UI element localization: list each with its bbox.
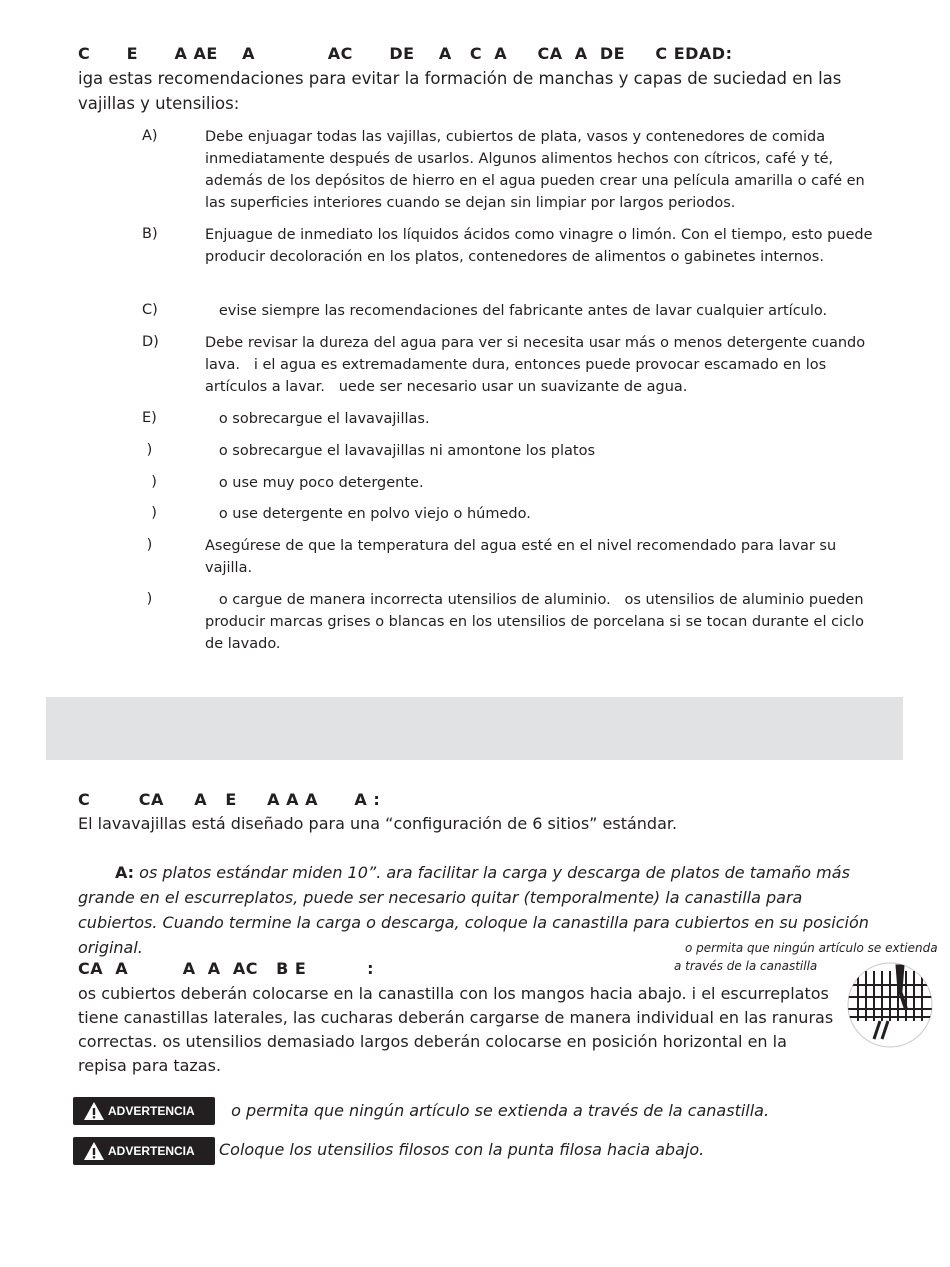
warning-text: o permita que ningún artículo se extienda a través de la canastilla.: [221, 1101, 770, 1120]
list-item: o sobrecargue el lavavajillas ni amontone los platos: [205, 443, 596, 459]
list-item-letter: ): [142, 442, 153, 458]
warning-badge-label: ADVERTENCIA: [108, 1104, 195, 1118]
list-item-letter: ): [142, 505, 157, 521]
list-item-letter: B): [142, 226, 158, 242]
list-item: o sobrecargue el lavavajillas.: [205, 411, 430, 427]
warning-triangle-icon: [83, 1141, 105, 1161]
list-item: Debe enjuagar todas las vajillas, cubiertos de plata, vasos y contenedores de comida inmediatamente después de usarlos. Algunos alimentos hechos con cítricos, café y té, además de los depósitos de hierro en el agua pueden crear una película amarilla o café en las superficies interiores cuando se dejan sin limpiar por largos periodos.: [205, 129, 870, 211]
basket-heading: CA A A A AC B E :: [78, 959, 374, 978]
list-item-letter: D): [142, 334, 159, 350]
load-text: El lavavajillas está diseñado para una “configuración de 6 sitios” estándar.: [78, 814, 678, 833]
care-heading: C E A AE A AC DE A C A CA A DE C EDAD:: [78, 44, 733, 63]
list-item-letter: ): [142, 537, 153, 553]
warning-text: Coloque los utensilios filosos con la punta filosa hacia abajo.: [219, 1140, 705, 1159]
section-divider-band: [46, 697, 903, 760]
note-text: os platos estándar miden 10”. ara facilitar la carga y descarga de platos de tamaño más grande en el escurreplatos, puede ser necesario quitar (temporalmente) la canastilla para cubiertos. Cuando termine la carga o descarga, coloque la canastilla para cubiertos en su posición original.: [78, 863, 869, 957]
list-item-letter: C): [142, 302, 158, 318]
list-item-letter: ): [142, 591, 153, 607]
list-item: evise siempre las recomendaciones del fabricante antes de lavar cualquier artículo.: [205, 303, 828, 319]
cutlery-basket-illustration: [846, 961, 934, 1049]
care-intro: iga estas recomendaciones para evitar la formación de manchas y capas de suciedad en las vajillas y utensilios:: [78, 69, 842, 113]
list-item: o cargue de manera incorrecta utensilios de aluminio. os utensilios de aluminio pueden producir marcas grises o blancas en los utensilios de porcelana si se tocan durante el ciclo de lavado.: [205, 592, 869, 652]
warning-triangle-icon: [83, 1101, 105, 1121]
list-item-letter: A): [142, 128, 158, 144]
warning-badge-label: ADVERTENCIA: [108, 1144, 195, 1158]
list-item: Enjuague de inmediato los líquidos ácidos como vinagre o limón. Con el tiempo, esto puede producir decoloración en los platos, contenedores de alimentos o gabinetes internos.: [205, 227, 878, 265]
warning-badge: [73, 1137, 215, 1165]
basket-caption-line1: o permita que ningún artículo se extienda: [685, 941, 938, 955]
warning-badge: [73, 1097, 215, 1125]
load-heading: C CA A E A A A A :: [78, 790, 381, 809]
list-item: Debe revisar la dureza del agua para ver si necesita usar más o menos detergente cuando lava. i el agua es extremadamente dura, entonces puede provocar escamado en los artículos a lavar. uede ser necesario usar un suavizante de agua.: [205, 335, 870, 395]
list-item-letter: E): [142, 410, 157, 426]
list-item-letter: ): [142, 474, 157, 490]
basket-caption-line2: a través de la canastilla: [674, 959, 818, 973]
basket-text: os cubiertos deberán colocarse en la canastilla con los mangos hacia abajo. i el escurreplatos tiene canastillas laterales, las cucharas deberán cargarse de manera individual en las ranuras correctas. os utensilios demasiado largos deberán colocarse en posición horizontal en la repisa para tazas.: [78, 984, 834, 1075]
list-item: o use muy poco detergente.: [205, 475, 424, 491]
list-item: o use detergente en polvo viejo o húmedo.: [205, 506, 531, 522]
note-label: A:: [115, 863, 135, 882]
list-item: Asegúrese de que la temperatura del agua esté en el nivel recomendado para lavar su vajilla.: [205, 538, 841, 576]
